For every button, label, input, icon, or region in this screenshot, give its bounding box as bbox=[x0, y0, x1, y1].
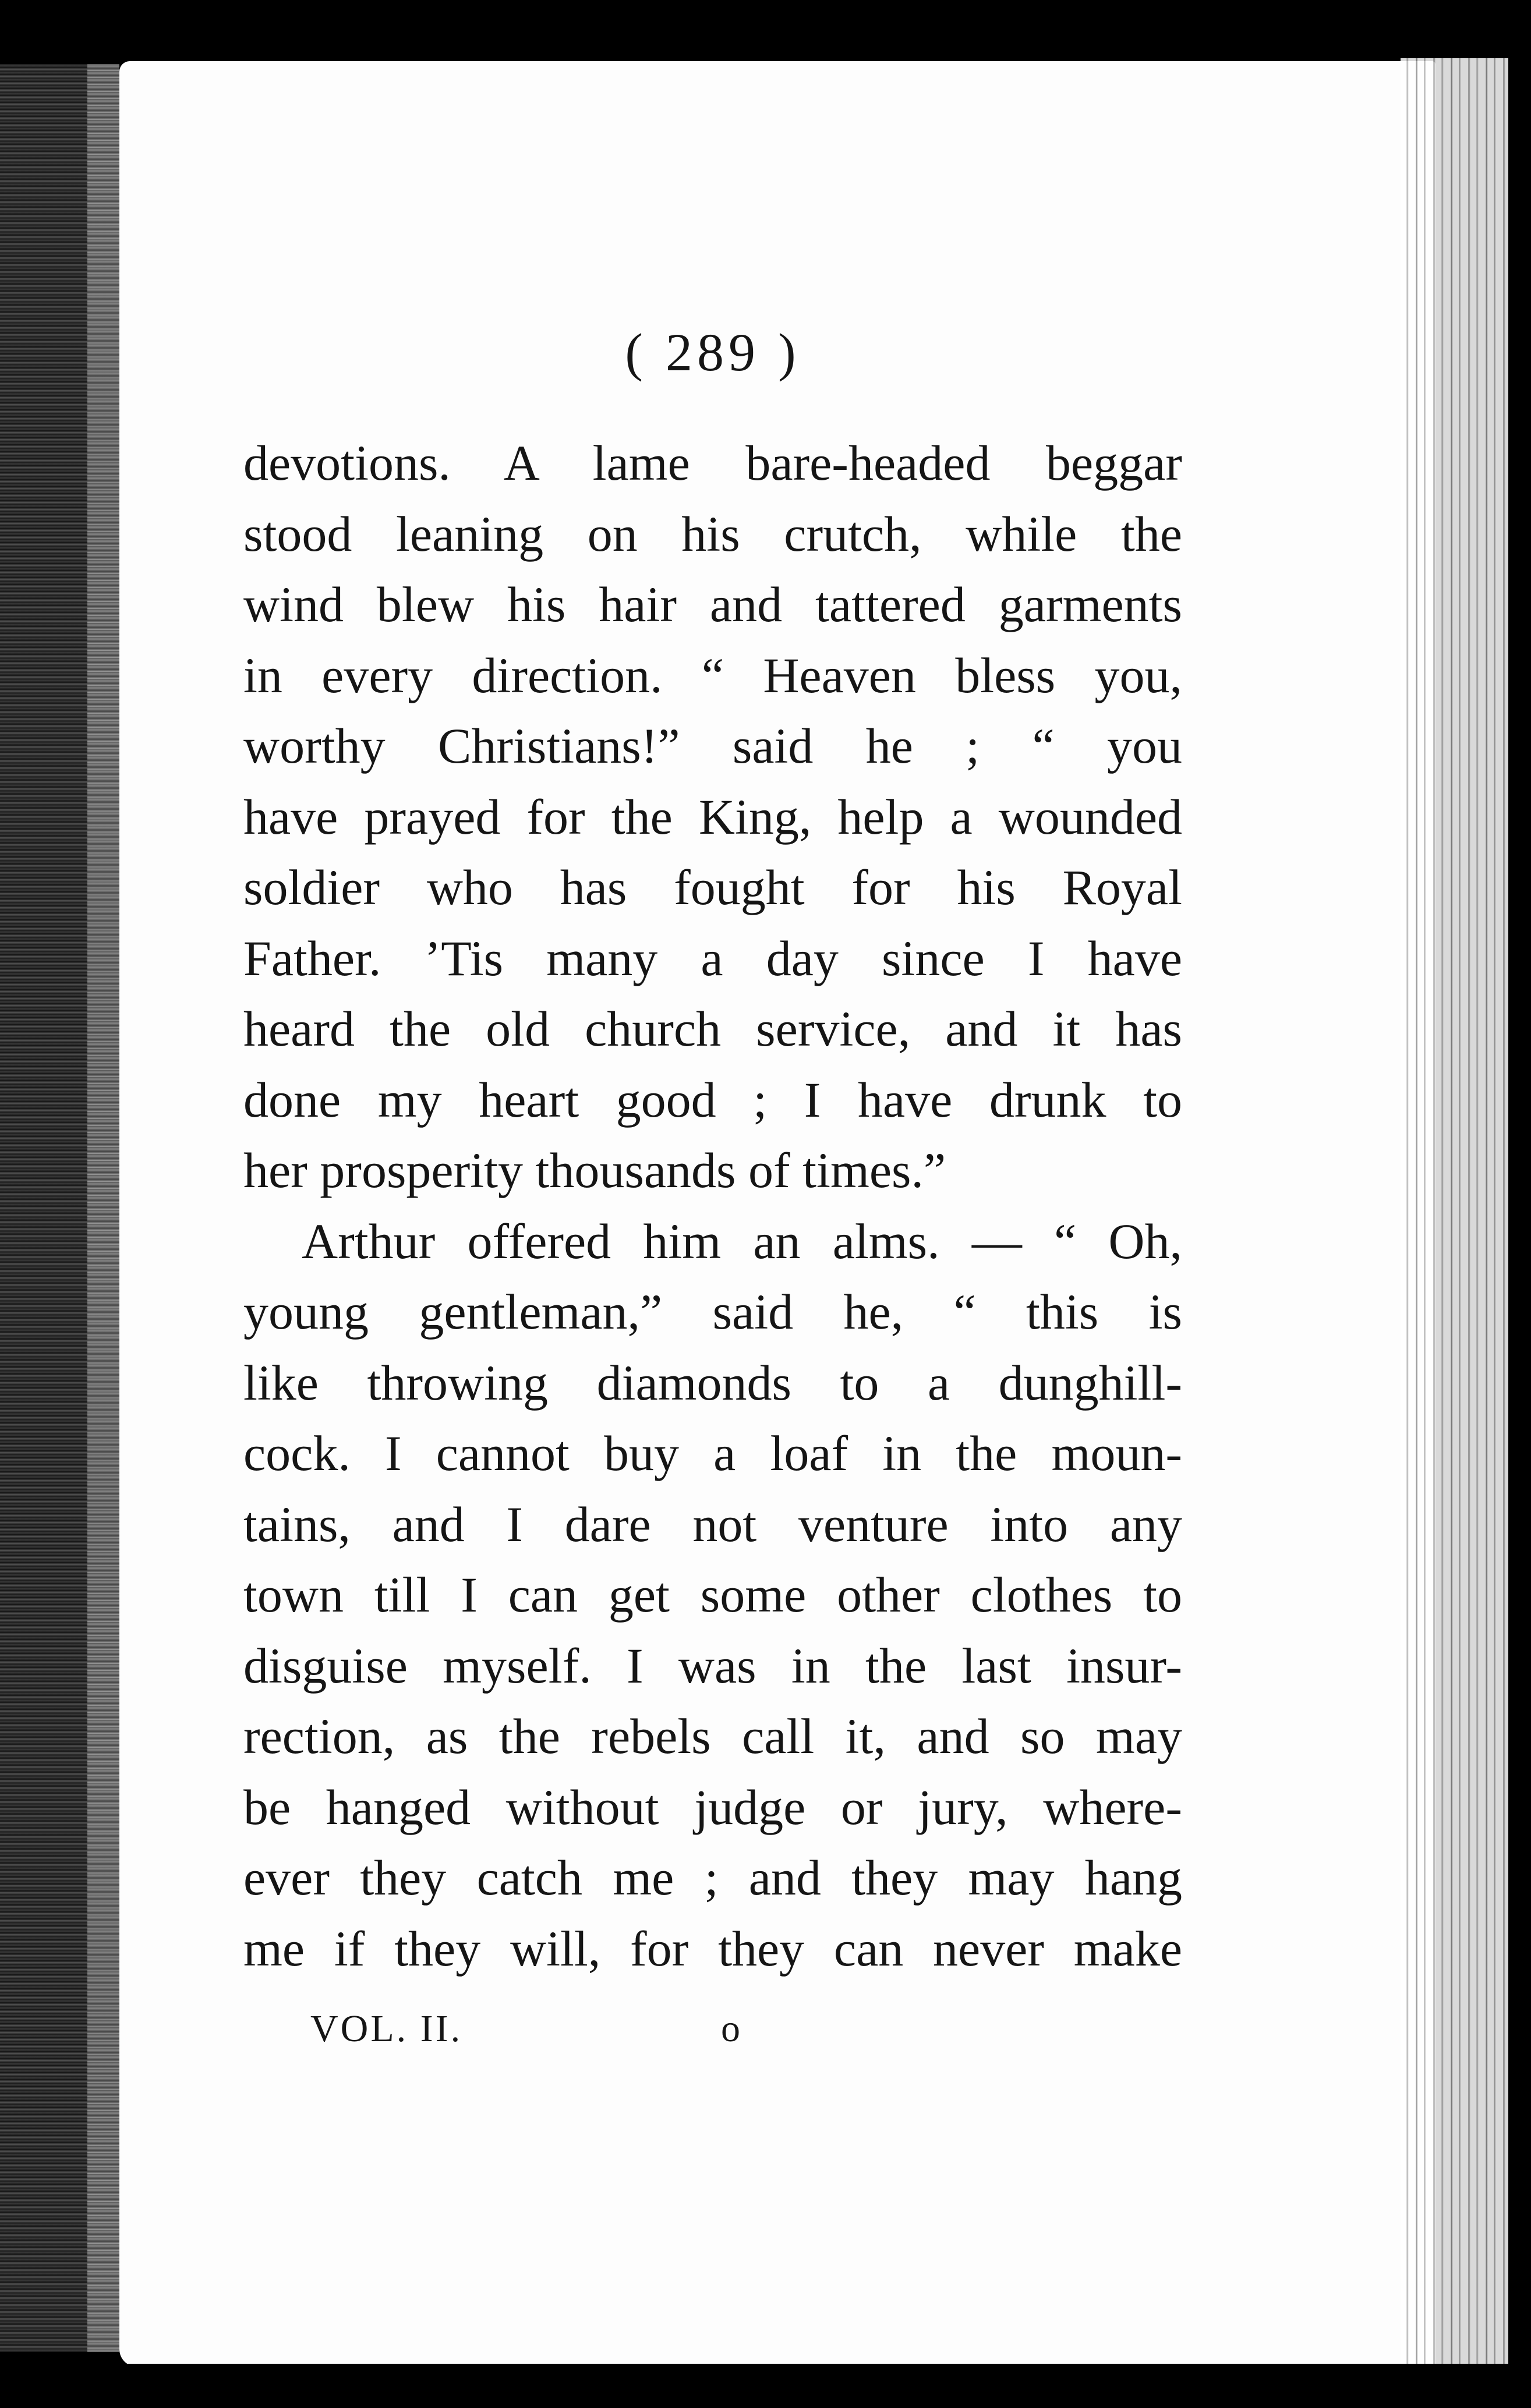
text-line: town till I can get some other clothes to bbox=[243, 1567, 1182, 1623]
text-line: worthy Christians!” said he ; “ you bbox=[243, 718, 1182, 774]
text-line: wind blew his hair and tattered garments bbox=[243, 576, 1182, 632]
text-line: rection, as the rebels call it, and so may bbox=[243, 1708, 1182, 1764]
page-number: ( 289 ) bbox=[625, 323, 801, 382]
text-line: Father. ’Tis many a day since I have bbox=[243, 930, 1182, 986]
text-line: me if they will, for they can never make bbox=[243, 1920, 1182, 1977]
text-line: disguise myself. I was in the last insur- bbox=[243, 1637, 1182, 1694]
volume-label: VOL. II. bbox=[310, 2007, 463, 2050]
text-line: like throwing diamonds to a dunghill- bbox=[243, 1354, 1182, 1411]
text-line: ever they catch me ; and they may hang bbox=[243, 1850, 1182, 1906]
text-line: tains, and I dare not venture into any bbox=[243, 1496, 1182, 1552]
text-line: stood leaning on his crutch, while the bbox=[243, 505, 1182, 562]
text-line: have prayed for the King, help a wounded bbox=[243, 788, 1182, 845]
text-line: devotions. A lame bare-headed beggar bbox=[243, 435, 1182, 491]
page-fore-edge bbox=[1401, 58, 1508, 2375]
signature-mark: o bbox=[721, 2007, 740, 2050]
scan-top-border bbox=[0, 0, 1531, 64]
text-line: done my heart good ; I have drunk to bbox=[243, 1071, 1182, 1128]
text-line: in every direction. “ Heaven bless you, bbox=[243, 647, 1182, 703]
text-line: heard the old church service, and it has bbox=[243, 1001, 1182, 1057]
body-text bbox=[243, 428, 1182, 1984]
paragraph-start-line: Arthur offered him an alms. — “ Oh, bbox=[302, 1213, 1182, 1269]
text-line: young gentleman,” said he, “ this is bbox=[243, 1284, 1182, 1340]
page-gutter-shadow bbox=[87, 64, 119, 2352]
text-line: be hanged without judge or jury, where- bbox=[243, 1779, 1182, 1835]
scan-bottom-border bbox=[0, 2364, 1531, 2408]
page-footer bbox=[243, 2000, 1182, 2058]
text-line: soldier who has fought for his Royal bbox=[243, 859, 1182, 915]
text-line: cock. I cannot buy a loaf in the moun- bbox=[243, 1425, 1182, 1481]
text-line: her prosperity thousands of times.” bbox=[243, 1142, 946, 1198]
